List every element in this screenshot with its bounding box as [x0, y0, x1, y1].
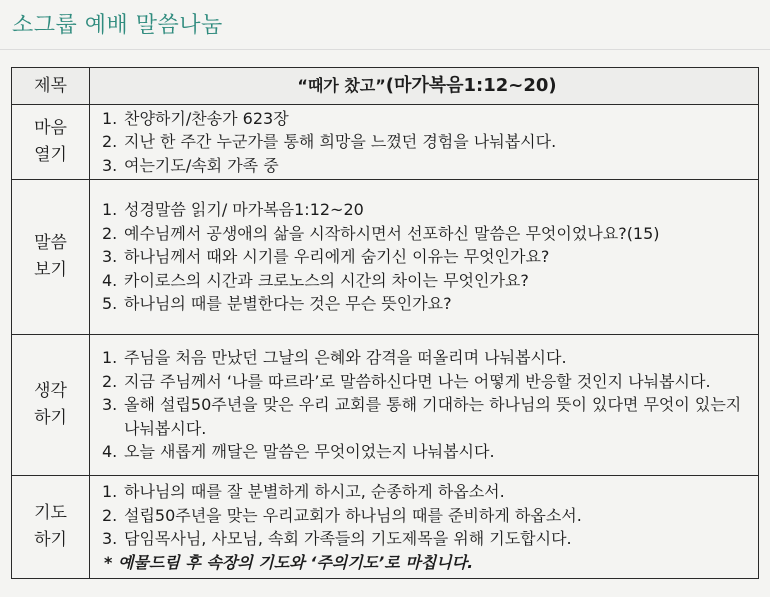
- list-item: [102, 504, 752, 528]
- item-number: 2.: [102, 132, 118, 152]
- item-number: 2.: [102, 223, 118, 243]
- sermon-title: [90, 68, 759, 105]
- list-item: [102, 107, 752, 131]
- item-text: 예수님께서 공생애의 삶을 시작하시면서 선포하신 말씀은 무엇이었나요?(15): [124, 223, 660, 243]
- sermon-reference: (마가복음1:12~20): [385, 75, 557, 97]
- item-list: [102, 107, 752, 178]
- page-title: 소그룹 예배 말씀나눔: [12, 13, 223, 38]
- section-label-line2: 하기: [34, 530, 67, 550]
- header-row: [12, 68, 759, 105]
- item-text: 찬양하기/찬송가 623장: [124, 108, 289, 128]
- item-number: 3.: [102, 247, 118, 267]
- item-number: 2.: [102, 505, 118, 525]
- list-item: [102, 130, 752, 154]
- closing-note: * 예물드림 후 속장의 기도와 ‘주의기도’로 마칩니다.: [104, 552, 474, 572]
- item-number: 3.: [102, 529, 118, 548]
- section-label: [12, 335, 90, 476]
- section-content: [90, 335, 759, 476]
- list-item: [102, 198, 752, 222]
- item-list: [102, 346, 752, 464]
- section-content: [90, 180, 759, 335]
- item-number: 2.: [102, 371, 118, 391]
- section-label-line1: 말씀: [34, 233, 67, 253]
- item-number: 3.: [102, 395, 118, 415]
- item-text: 주님을 처음 만났던 그날의 은혜와 감격을 떠올리며 나눠봅시다.: [124, 348, 567, 368]
- header-label: 제목: [12, 68, 90, 105]
- list-item: [102, 480, 752, 504]
- item-text: 여는기도/속회 가족 중: [124, 155, 279, 175]
- section-row: [12, 335, 759, 476]
- section-label-line1: 기도: [34, 503, 67, 523]
- item-text: 오늘 새롭게 깨달은 말씀은 무엇이었는지 나눠봅시다.: [124, 442, 495, 462]
- worksheet-table: [11, 67, 759, 579]
- section-label-line2: 열기: [34, 145, 67, 165]
- list-item: [102, 370, 752, 394]
- item-number: 1.: [102, 200, 118, 220]
- item-text: 지금 주님께서 ‘나를 따르라’로 말씀하신다면 나는 어떻게 반응할 것인지 나눠봅시다.: [124, 371, 711, 391]
- item-number: 1.: [102, 348, 118, 368]
- item-list: [102, 480, 752, 551]
- list-item: [102, 269, 752, 293]
- item-number: 5.: [102, 294, 118, 314]
- list-item: [102, 346, 752, 370]
- section-label-line2: 보기: [34, 260, 67, 280]
- list-item: [102, 154, 752, 178]
- item-text: 지난 한 주간 누군가를 통해 희망을 느꼈던 경험을 나눠봅시다.: [124, 132, 557, 152]
- item-list: [102, 198, 752, 316]
- list-item: [102, 245, 752, 269]
- section-content: [90, 476, 759, 579]
- list-item: [102, 527, 752, 551]
- list-item: [102, 222, 752, 246]
- section-label: [12, 180, 90, 335]
- section-label-line1: 마음: [34, 118, 67, 138]
- item-number: 3.: [102, 155, 118, 175]
- item-text: 하나님께서 때와 시기를 우리에게 숨기신 이유는 무엇인가요?: [124, 247, 550, 267]
- item-number: 4.: [102, 442, 118, 462]
- sermon-title-text: “때가 찼고”: [297, 76, 386, 96]
- item-text: 설립50주년을 맞는 우리교회가 하나님의 때를 준비하게 하옵소서.: [124, 505, 582, 525]
- item-number: 1.: [102, 108, 118, 128]
- section-label-line2: 하기: [34, 408, 67, 428]
- item-number: 4.: [102, 270, 118, 290]
- section-content: [90, 105, 759, 180]
- section-label: [12, 105, 90, 180]
- item-text: 성경말씀 읽기/ 마가복음1:12~20: [124, 200, 364, 220]
- section-label: [12, 476, 90, 579]
- section-row: [12, 180, 759, 335]
- item-number: 1.: [102, 482, 118, 501]
- section-label-line1: 생각: [34, 381, 67, 401]
- title-divider: [0, 49, 770, 50]
- item-text: 하나님의 때를 분별한다는 것은 무슨 뜻인가요?: [124, 294, 452, 314]
- section-row: [12, 476, 759, 579]
- item-text: 담임목사님, 사모님, 속회 가족들의 기도제목을 위해 기도합시다.: [124, 529, 572, 548]
- list-item: [102, 393, 752, 440]
- list-item: [102, 292, 752, 316]
- section-row: [12, 105, 759, 180]
- item-text: 올해 설립50주년을 맞은 우리 교회를 통해 기대하는 하나님의 뜻이 있다면 무엇이 있는지 나눠봅시다.: [124, 395, 742, 438]
- item-text: 하나님의 때를 잘 분별하게 하시고, 순종하게 하옵소서.: [124, 482, 505, 501]
- list-item: [102, 440, 752, 464]
- item-text: 카이로스의 시간과 크로노스의 시간의 차이는 무엇인가요?: [124, 270, 529, 290]
